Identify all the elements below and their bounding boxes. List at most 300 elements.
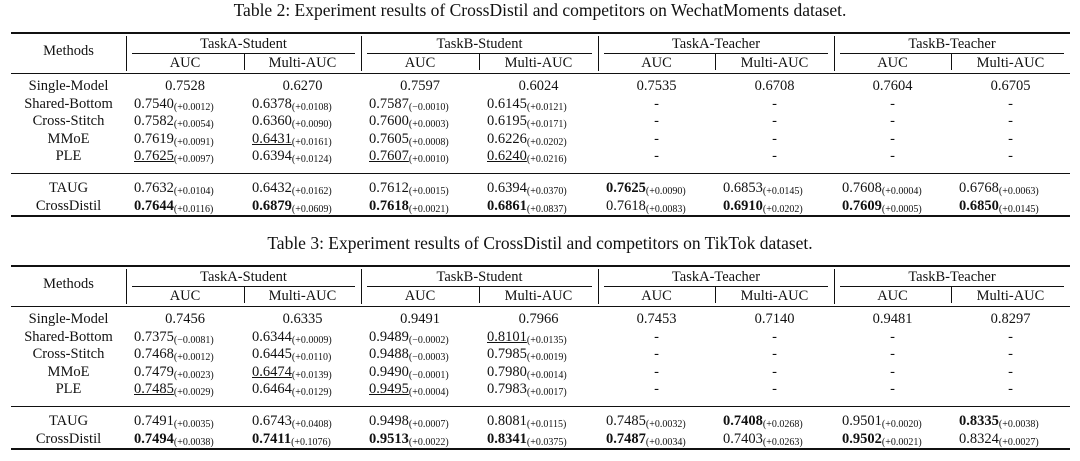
cell-delta: (+0.0027) <box>998 437 1039 448</box>
cell-delta: (+0.0021) <box>408 204 449 215</box>
cell-value: 0.6394 <box>252 148 292 165</box>
subheader: AUC <box>877 288 908 304</box>
method-name: TAUG <box>48 180 89 196</box>
table-cell <box>715 328 834 346</box>
cell-delta: (+0.0110) <box>291 352 332 364</box>
cell-value: 0.6910 <box>723 198 763 214</box>
table-cell <box>715 380 834 398</box>
method-name: Single-Model <box>28 311 109 327</box>
subheader: AUC <box>169 55 201 71</box>
cell-delta: (+0.0015) <box>408 186 449 197</box>
cell-value: - <box>654 363 659 380</box>
cell-delta: (−0.0001) <box>408 369 449 381</box>
table-cell <box>834 95 951 113</box>
cell-delta: (+0.0038) <box>998 419 1039 430</box>
table-cell <box>598 345 715 363</box>
table-cell <box>723 430 803 452</box>
cell-value: 0.7980 <box>487 363 527 380</box>
cell-delta: (+0.0115) <box>526 419 567 430</box>
table-cell <box>842 430 922 452</box>
cell-value: 0.7625 <box>606 180 646 196</box>
cell-value: 0.7618 <box>369 198 409 214</box>
cell-value: - <box>890 363 895 380</box>
subheader: AUC <box>641 288 672 304</box>
table-cell <box>134 380 214 402</box>
table-rule <box>11 173 1070 174</box>
cell-delta: (+0.0161) <box>291 136 332 148</box>
cell-value: - <box>772 328 777 345</box>
cell-value: 0.7453 <box>636 311 677 327</box>
cell-delta: (+0.0202) <box>526 136 567 148</box>
cell-delta: (+0.0104) <box>173 186 214 197</box>
table-cell <box>252 197 332 219</box>
cell-value: 0.7604 <box>872 78 913 94</box>
cell-value: 0.7619 <box>134 130 174 147</box>
subheader: AUC <box>169 288 201 304</box>
cell-delta: (+0.0063) <box>998 186 1039 197</box>
cell-delta: (+0.0029) <box>173 387 214 399</box>
table-cell <box>834 147 951 165</box>
table-cell <box>959 197 1039 219</box>
cell-value: 0.8101 <box>487 328 527 345</box>
table-cell <box>606 430 686 452</box>
cell-value: 0.9501 <box>842 413 882 429</box>
table-cell <box>487 430 567 452</box>
subheader: Multi-AUC <box>740 288 809 304</box>
table-cell <box>369 197 449 219</box>
table-cell <box>598 112 715 130</box>
cell-value: 0.9495 <box>369 381 409 398</box>
cell-value: - <box>1008 363 1013 380</box>
cell-value: 0.7966 <box>518 311 559 327</box>
cell-value: 0.9489 <box>369 328 409 345</box>
cell-value: - <box>890 113 895 130</box>
group-header: TaskB-Student <box>436 269 523 285</box>
cell-value: - <box>890 95 895 112</box>
cell-value: 0.6145 <box>487 95 527 112</box>
subheader: Multi-AUC <box>976 55 1045 71</box>
cell-delta: (+0.0609) <box>291 204 332 215</box>
cell-value: 0.6445 <box>252 346 292 363</box>
table-cell <box>715 310 834 328</box>
cell-value: - <box>772 130 777 147</box>
table-cell <box>951 363 1070 381</box>
cell-value: 0.6378 <box>252 95 292 112</box>
cell-value: 0.6432 <box>252 180 292 196</box>
table-cell <box>842 197 922 219</box>
table-cell <box>951 112 1070 130</box>
table-cell <box>134 197 213 219</box>
cell-value: 0.6853 <box>723 180 763 196</box>
cell-value: - <box>1008 346 1013 363</box>
table-cell <box>598 147 715 165</box>
table-cell <box>951 130 1070 148</box>
cell-delta: (+0.0145) <box>998 204 1039 215</box>
cell-delta: (+0.0021) <box>881 437 922 448</box>
table-rule <box>11 306 1070 307</box>
table-cell <box>134 430 214 452</box>
table-cell <box>598 328 715 346</box>
table-cell <box>487 197 567 219</box>
cell-delta: (+0.0012) <box>173 101 214 113</box>
table-cell <box>369 380 449 402</box>
table-cell <box>369 430 449 452</box>
cell-value: - <box>772 113 777 130</box>
cell-value: 0.6708 <box>754 78 795 94</box>
method-name: Cross-Stitch <box>32 113 105 130</box>
cell-value: 0.7540 <box>134 95 174 112</box>
cell-delta: (+0.0202) <box>762 204 803 215</box>
table-cell <box>479 77 598 95</box>
cell-value: 0.7608 <box>842 180 882 196</box>
cell-delta: (+0.0004) <box>408 387 449 399</box>
cell-value: 0.7456 <box>165 311 205 327</box>
table-rule <box>11 406 1070 407</box>
table-cell <box>244 310 361 328</box>
table-cell <box>951 147 1070 165</box>
cell-delta: (+0.0139) <box>291 369 332 381</box>
method-name: PLE <box>55 148 82 165</box>
cell-value: - <box>654 328 659 345</box>
cell-value: 0.7140 <box>754 311 795 327</box>
subheader: Multi-AUC <box>976 288 1045 304</box>
cell-delta: (+0.0007) <box>408 419 449 430</box>
cell-delta: (−0.0003) <box>408 352 449 364</box>
table-cell <box>598 380 715 398</box>
subheader: AUC <box>641 55 672 71</box>
cell-value: 0.7479 <box>134 363 174 380</box>
cell-value: - <box>772 363 777 380</box>
table-cell <box>834 130 951 148</box>
cell-value: 0.9502 <box>842 431 882 447</box>
table-cell <box>834 112 951 130</box>
cell-delta: (+0.0171) <box>526 119 567 131</box>
cell-value: 0.7582 <box>134 113 174 130</box>
cell-delta: (+0.0145) <box>762 186 803 197</box>
cell-delta: (+0.0124) <box>291 154 332 166</box>
table-cell <box>361 310 479 328</box>
cell-delta: (+0.0034) <box>645 437 686 448</box>
group-header: TaskB-Teacher <box>908 36 996 52</box>
cell-value: 0.7468 <box>134 346 174 363</box>
cell-delta: (+0.0162) <box>291 186 332 197</box>
cell-value: 0.6431 <box>252 130 292 147</box>
table-cell <box>951 345 1070 363</box>
table-cell <box>834 345 951 363</box>
cell-value: 0.8341 <box>487 431 527 447</box>
cell-value: 0.7411 <box>252 431 292 447</box>
cell-value: 0.7607 <box>369 148 409 165</box>
cell-delta: (+0.0014) <box>526 369 567 381</box>
cell-delta: (+0.0097) <box>173 154 214 166</box>
cell-value: 0.7491 <box>134 413 174 429</box>
table-cell <box>487 147 567 169</box>
cell-value: 0.7535 <box>636 78 677 94</box>
table-cell <box>951 95 1070 113</box>
cell-value: 0.7587 <box>369 95 409 112</box>
results-table <box>11 265 1070 455</box>
table-cell <box>369 147 449 169</box>
cell-value: - <box>890 328 895 345</box>
cell-value: 0.6270 <box>282 78 323 94</box>
cell-value: - <box>1008 328 1013 345</box>
cell-value: 0.6705 <box>990 78 1031 94</box>
table-cell <box>951 328 1070 346</box>
cell-value: 0.8297 <box>990 311 1031 327</box>
method-name: Shared-Bottom <box>24 95 113 112</box>
table-caption: Table 2: Experiment results of CrossDistil and competitors on WechatMoments dataset. <box>233 0 847 20</box>
cell-delta: (+0.0017) <box>526 387 567 399</box>
table-cell <box>834 363 951 381</box>
cell-value: 0.6850 <box>959 198 999 214</box>
subheader: AUC <box>404 288 436 304</box>
table-cell <box>252 430 331 452</box>
cell-value: 0.7375 <box>134 328 174 345</box>
method-name: TAUG <box>48 413 89 429</box>
cell-value: 0.6240 <box>487 148 527 165</box>
group-header: TaskA-Teacher <box>671 269 761 285</box>
cell-value: 0.9488 <box>369 346 409 363</box>
cell-value: 0.7644 <box>134 198 174 214</box>
cell-value: - <box>1008 113 1013 130</box>
group-header: TaskA-Student <box>200 269 287 285</box>
method-name: PLE <box>55 381 82 398</box>
table-rule <box>11 265 1070 267</box>
cell-value: - <box>772 148 777 165</box>
table-cell <box>606 197 686 219</box>
cell-value: 0.7632 <box>134 180 174 196</box>
table-cell <box>252 147 332 169</box>
cell-delta: (+0.0408) <box>291 419 332 430</box>
cell-value: 0.9498 <box>369 413 409 429</box>
cell-value: - <box>654 113 659 130</box>
subheader: Multi-AUC <box>740 55 809 71</box>
table-cell <box>715 363 834 381</box>
cell-value: 0.7609 <box>842 198 882 214</box>
cell-value: 0.7618 <box>606 198 646 214</box>
cell-delta: (−0.0010) <box>408 101 449 113</box>
table-cell <box>479 310 598 328</box>
subheader: AUC <box>877 55 908 71</box>
subheader: Multi-AUC <box>268 288 337 304</box>
cell-value: 0.7625 <box>134 148 174 165</box>
cell-value: 0.7597 <box>400 78 440 94</box>
table-cell <box>715 130 834 148</box>
cell-delta: (+0.0009) <box>291 334 332 346</box>
table-cell <box>134 147 214 169</box>
table-cell <box>598 130 715 148</box>
methods-header: Methods <box>43 43 94 59</box>
subheader: AUC <box>404 55 436 71</box>
cell-value: 0.6195 <box>487 113 527 130</box>
cell-value: - <box>772 95 777 112</box>
method-name: Shared-Bottom <box>24 328 113 345</box>
table-cell <box>126 310 244 328</box>
table-cell <box>126 77 244 95</box>
table-rule <box>11 32 1070 34</box>
table-caption: Table 3: Experiment results of CrossDistil and competitors on TikTok dataset. <box>267 233 813 253</box>
cell-delta: (+0.0023) <box>173 369 214 381</box>
cell-delta: (+0.0129) <box>291 387 332 399</box>
cell-delta: (+0.0090) <box>291 119 332 131</box>
cell-delta: (+0.0090) <box>645 186 686 197</box>
cell-delta: (+0.0268) <box>762 419 803 430</box>
subheader: Multi-AUC <box>504 55 573 71</box>
cell-delta: (+0.0135) <box>526 334 567 346</box>
cell-value: - <box>654 130 659 147</box>
method-name: Cross-Stitch <box>32 346 105 363</box>
cell-value: 0.8335 <box>959 413 999 429</box>
table-cell <box>715 345 834 363</box>
subheader: Multi-AUC <box>268 55 337 71</box>
cell-delta: (+0.0004) <box>881 186 922 197</box>
cell-delta: (+0.0091) <box>173 136 214 148</box>
cell-delta: (+0.0022) <box>408 437 449 448</box>
cell-value: - <box>1008 95 1013 112</box>
cell-delta: (+0.1076) <box>291 437 331 448</box>
table-cell <box>715 95 834 113</box>
method-name: CrossDistil <box>35 198 102 214</box>
cell-value: 0.6879 <box>252 198 292 214</box>
cell-value: 0.6394 <box>487 180 527 196</box>
cell-value: 0.7983 <box>487 381 527 398</box>
group-header: TaskA-Student <box>200 36 287 52</box>
cell-value: 0.7985 <box>487 346 527 363</box>
cell-value: 0.7528 <box>165 78 205 94</box>
table-cell <box>715 112 834 130</box>
cell-value: 0.6360 <box>252 113 292 130</box>
cell-value: - <box>890 346 895 363</box>
cell-value: 0.6344 <box>252 328 292 345</box>
table-cell <box>959 430 1039 452</box>
table-cell <box>715 147 834 165</box>
cell-value: 0.7600 <box>369 113 409 130</box>
cell-value: 0.7494 <box>134 431 174 447</box>
cell-delta: (+0.0019) <box>526 352 567 364</box>
cell-delta: (+0.0038) <box>173 437 214 448</box>
method-name: MMoE <box>47 130 90 147</box>
methods-header: Methods <box>43 276 94 292</box>
cell-delta: (+0.0121) <box>526 101 567 113</box>
method-name: CrossDistil <box>35 431 102 447</box>
cell-value: - <box>772 346 777 363</box>
table-cell <box>598 363 715 381</box>
cell-delta: (−0.0002) <box>408 334 449 346</box>
cell-delta: (+0.0020) <box>881 419 922 430</box>
results-table <box>11 32 1070 222</box>
cell-delta: (+0.0116) <box>173 204 214 215</box>
cell-value: - <box>654 95 659 112</box>
cell-value: - <box>890 148 895 165</box>
cell-delta: (+0.0108) <box>291 101 332 113</box>
cell-value: 0.8081 <box>487 413 527 429</box>
table-block <box>0 233 1080 461</box>
table-cell <box>715 77 834 95</box>
cell-delta: (+0.0035) <box>173 419 214 430</box>
cell-value: 0.7612 <box>369 180 409 196</box>
group-header: TaskB-Student <box>436 36 523 52</box>
cell-delta: (+0.0008) <box>408 136 449 148</box>
table-cell <box>252 380 332 402</box>
cell-value: 0.6474 <box>252 363 292 380</box>
table-cell <box>951 310 1070 328</box>
cell-value: 0.6464 <box>252 381 292 398</box>
cell-delta: (+0.0263) <box>762 437 803 448</box>
cell-value: - <box>654 148 659 165</box>
cell-delta: (+0.0012) <box>173 352 214 364</box>
cell-value: 0.7408 <box>723 413 763 429</box>
table-cell <box>951 77 1070 95</box>
table-cell <box>834 328 951 346</box>
method-name: Single-Model <box>28 78 109 94</box>
table-cell <box>723 197 803 219</box>
cell-value: 0.9481 <box>872 311 913 327</box>
cell-value: 0.6743 <box>252 413 292 429</box>
cell-value: 0.9513 <box>369 431 409 447</box>
cell-value: - <box>890 130 895 147</box>
cell-value: 0.6226 <box>487 130 527 147</box>
table-cell <box>951 380 1070 398</box>
cell-value: - <box>772 381 777 398</box>
table-cell <box>487 380 567 402</box>
cell-value: 0.9490 <box>369 363 409 380</box>
table-block <box>0 0 1080 228</box>
group-header: TaskB-Teacher <box>908 269 996 285</box>
cell-value: 0.9491 <box>400 311 440 327</box>
cell-delta: (+0.0837) <box>526 204 567 215</box>
cell-value: 0.6024 <box>518 78 559 94</box>
table-cell <box>834 310 951 328</box>
cell-value: 0.6861 <box>487 198 527 214</box>
cell-delta: (−0.0081) <box>173 334 214 346</box>
cell-value: - <box>1008 381 1013 398</box>
cell-value: 0.7485 <box>606 413 646 429</box>
cell-delta: (+0.0083) <box>645 204 686 215</box>
cell-value: - <box>1008 130 1013 147</box>
table-cell <box>598 310 715 328</box>
cell-value: - <box>654 346 659 363</box>
table-cell <box>361 77 479 95</box>
table-cell <box>598 77 715 95</box>
table-cell <box>244 77 361 95</box>
cell-value: - <box>890 381 895 398</box>
cell-value: 0.7605 <box>369 130 409 147</box>
table-cell <box>834 77 951 95</box>
cell-delta: (+0.0054) <box>173 119 214 131</box>
table-rule <box>11 73 1070 74</box>
cell-delta: (+0.0032) <box>645 419 686 430</box>
cell-delta: (+0.0216) <box>526 154 567 166</box>
table-cell <box>598 95 715 113</box>
cell-value: 0.7487 <box>606 431 646 447</box>
cell-delta: (+0.0003) <box>408 119 449 131</box>
table-cell <box>834 380 951 398</box>
cell-value: 0.7485 <box>134 381 174 398</box>
cell-delta: (+0.0370) <box>526 186 567 197</box>
subheader: Multi-AUC <box>504 288 573 304</box>
cell-value: - <box>1008 148 1013 165</box>
cell-value: 0.6335 <box>282 311 323 327</box>
cell-delta: (+0.0010) <box>408 154 449 166</box>
cell-value: 0.6768 <box>959 180 999 196</box>
cell-delta: (+0.0005) <box>881 204 922 215</box>
method-name: MMoE <box>47 363 90 380</box>
cell-value: - <box>654 381 659 398</box>
cell-value: 0.7403 <box>723 431 763 447</box>
group-header: TaskA-Teacher <box>671 36 761 52</box>
cell-delta: (+0.0375) <box>526 437 567 448</box>
cell-value: 0.8324 <box>959 431 999 447</box>
